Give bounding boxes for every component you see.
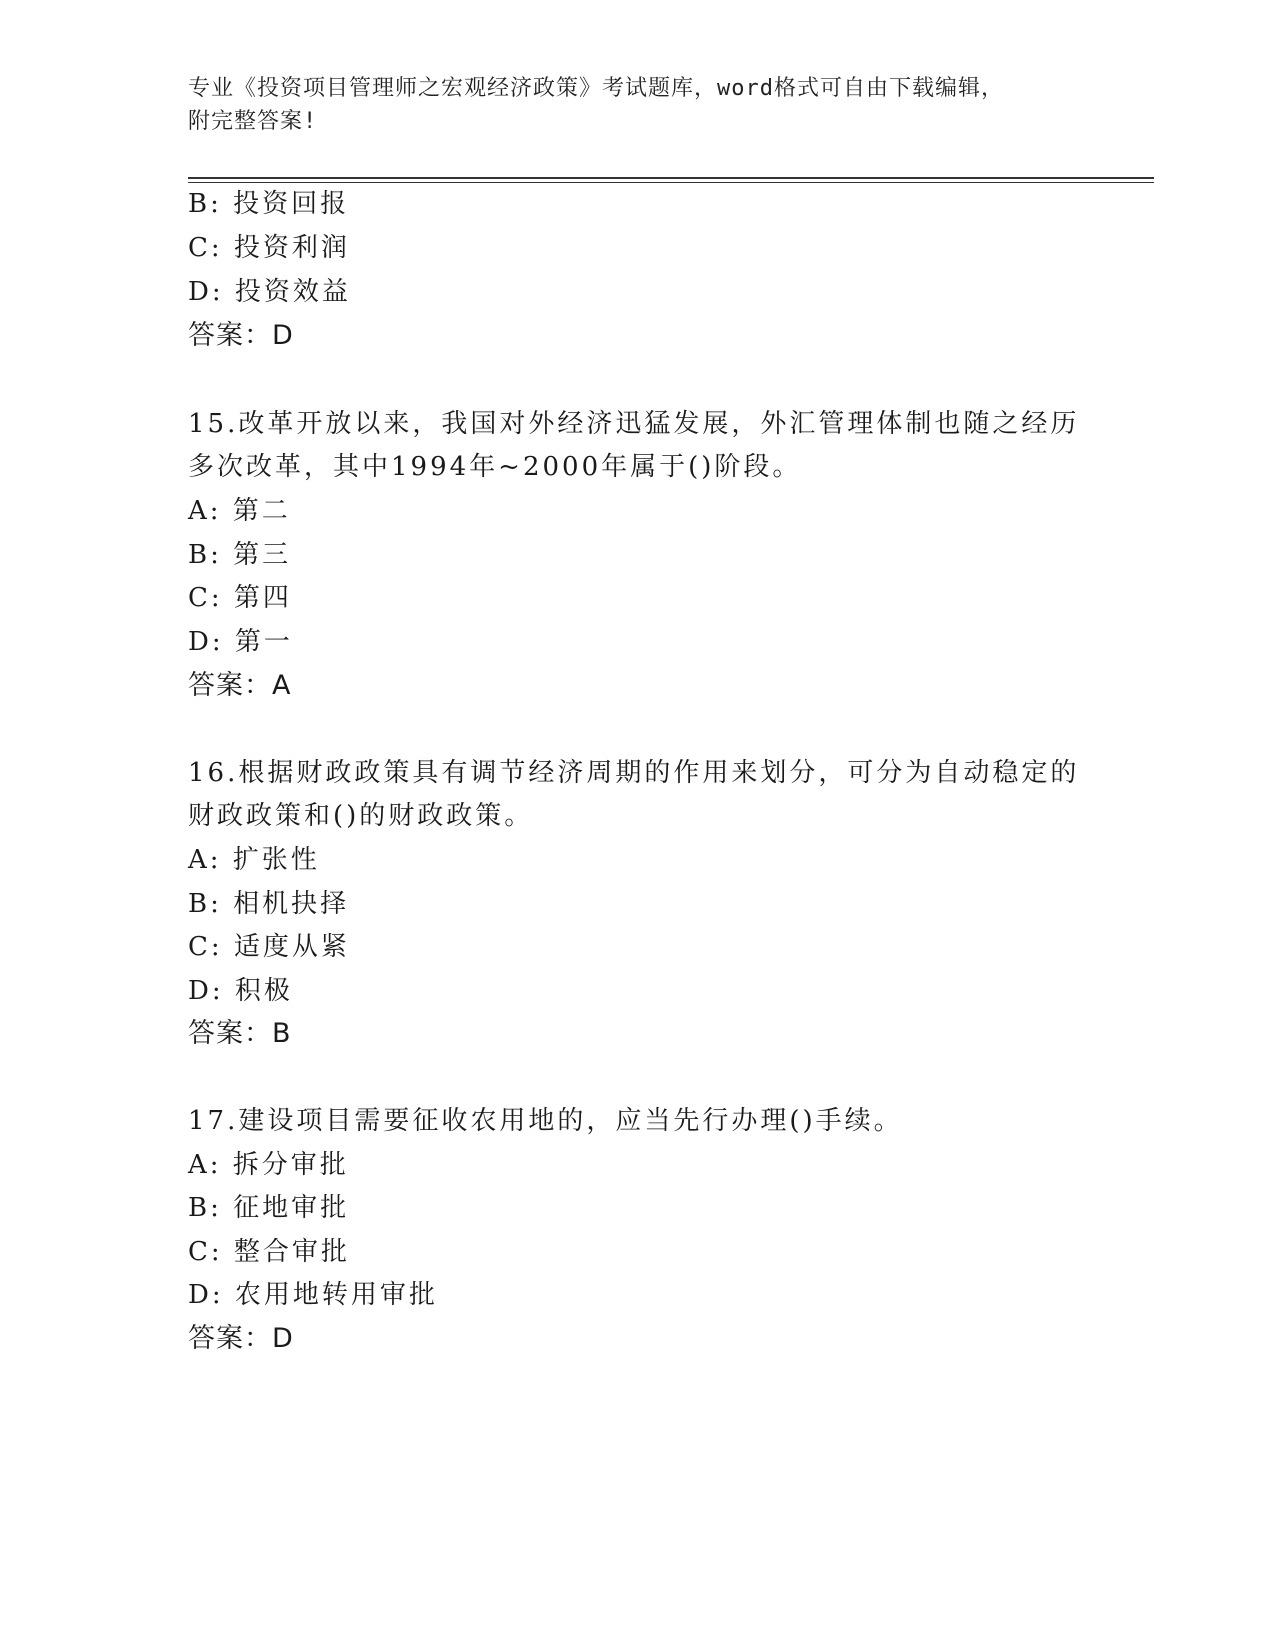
- question-stem: 17.建设项目需要征收农用地的，应当先行办理()手续。: [188, 1106, 903, 1136]
- option-b: B: 征地审批: [188, 1193, 350, 1223]
- answer: 答案：D: [188, 1323, 294, 1354]
- option-b: B: 第三: [188, 540, 292, 570]
- header-line-2: 附完整答案!: [188, 109, 318, 134]
- option-d: D: 农用地转用审批: [188, 1280, 438, 1310]
- option-b: B: 相机抉择: [188, 889, 350, 919]
- question-stem: 多次改革，其中1994年~2000年属于()阶段。: [188, 452, 802, 482]
- option-a: A: 拆分审批: [188, 1150, 349, 1180]
- option-d: D: 投资效益: [188, 277, 351, 307]
- question-stem: 财政政策和()的财政政策。: [188, 801, 534, 831]
- option-c: C: 适度从紧: [188, 932, 350, 962]
- option-c: C: 第四: [188, 583, 292, 613]
- question-stem: 15.改革开放以来，我国对外经济迅猛发展，外汇管理体制也随之经历: [188, 409, 1080, 439]
- question-stem: 16.根据财政政策具有调节经济周期的作用来划分，可分为自动稳定的: [188, 758, 1080, 788]
- answer: 答案：D: [188, 320, 294, 351]
- option-b: B: 投资回报: [188, 189, 350, 219]
- option-c: C: 整合审批: [188, 1237, 350, 1267]
- option-a: A: 扩张性: [188, 845, 320, 875]
- answer: 答案：B: [188, 1018, 292, 1049]
- document-header: [188, 72, 1088, 138]
- option-d: D: 积极: [188, 976, 293, 1006]
- option-a: A: 第二: [188, 496, 291, 526]
- option-d: D: 第一: [188, 627, 293, 657]
- answer: 答案：A: [188, 670, 292, 701]
- header-line-1: 专业《投资项目管理师之宏观经济政策》考试题库，word格式可自由下载编辑，: [188, 76, 1004, 101]
- header-divider: [188, 177, 1154, 183]
- option-c: C: 投资利润: [188, 233, 350, 263]
